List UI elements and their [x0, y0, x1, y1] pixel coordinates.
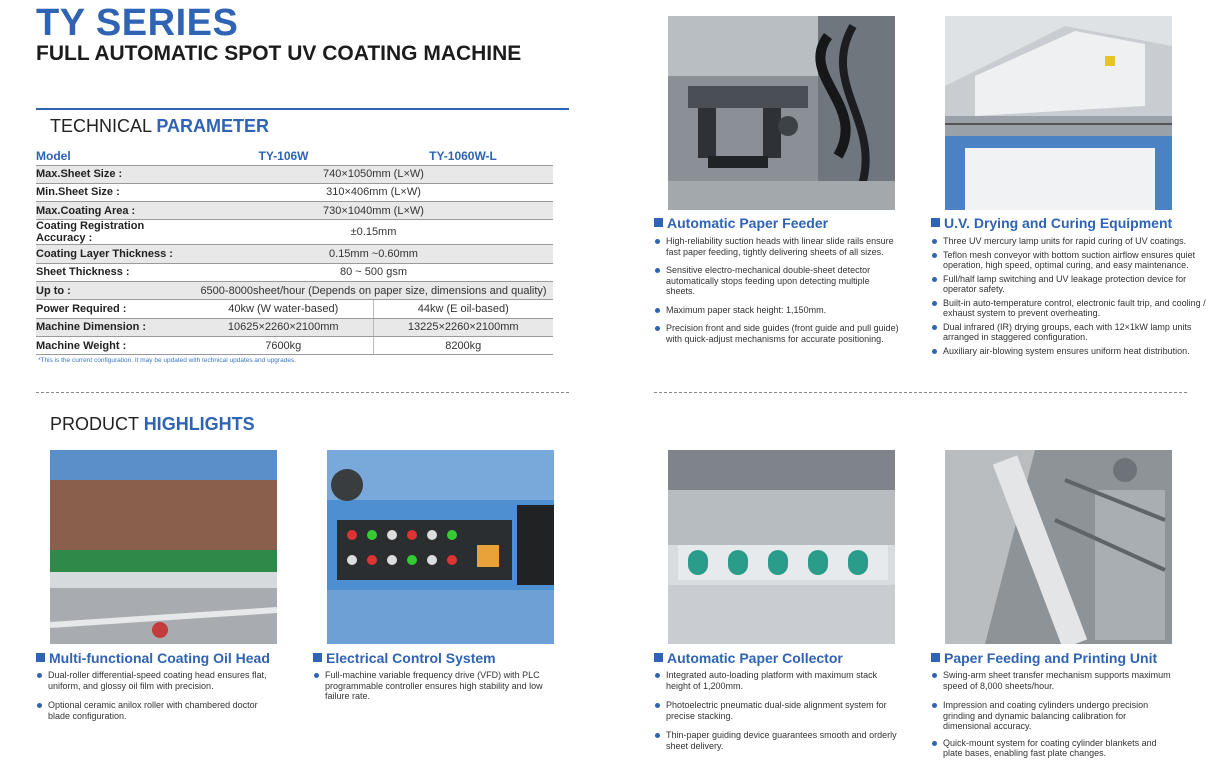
col-ty-1060w-l: TY-1060W-L — [429, 149, 497, 164]
table-row: Coating Registration Accuracy : ±0.15mm — [36, 220, 553, 245]
machine-title: FULL AUTOMATIC SPOT UV COATING MACHINE — [36, 42, 522, 65]
feature-list-printing-unit — [931, 670, 1176, 759]
paper-collector-photo — [668, 450, 895, 644]
bullet-square-icon — [654, 653, 663, 662]
table-header-row — [36, 148, 553, 165]
feature-title-electrical: Electrical Control System — [313, 650, 496, 666]
list-item: Auxiliary air-blowing system ensures uniform heat distribution. — [931, 346, 1211, 357]
feature-title-collector: Automatic Paper Collector — [654, 650, 843, 666]
technical-parameter-heading: TECHNICAL PARAMETER — [50, 116, 270, 136]
list-item: Sensitive electro-mechanical double-sheet detector automatically stops feeding upon detecting multiple sheets. — [654, 265, 899, 297]
control-panel-photo — [327, 450, 554, 644]
feature-title-paper-feeder: Automatic Paper Feeder — [654, 215, 828, 231]
header-divider — [36, 108, 569, 110]
table-row: Max.Coating Area : 730×1040mm (L×W) — [36, 202, 553, 220]
feature-list-uv-drying — [931, 236, 1211, 356]
feature-list-collector — [654, 670, 899, 751]
dashed-divider-right — [654, 392, 1187, 393]
configuration-note: *This is the current configuration. It may be updated with technical updates and upgrades. — [38, 357, 296, 364]
feature-title-printing-unit: Paper Feeding and Printing Unit — [931, 650, 1157, 666]
bullet-square-icon — [654, 218, 663, 227]
list-item: Dual infrared (IR) drying groups, each with 12×1kW lamp units arranged in staggered configuration. — [931, 322, 1211, 343]
feature-list-electrical — [313, 670, 558, 702]
paper-feeder-photo — [668, 16, 895, 210]
list-item: Optional ceramic anilox roller with chambered doctor blade configuration. — [36, 700, 281, 721]
list-item: Built-in auto-temperature control, electronic fault trip, and cooling / exhaust system to prevent overheating. — [931, 298, 1211, 319]
parameter-table — [36, 148, 553, 355]
list-item: Precision front and side guides (front guide and pull guide) with quick-adjust mechanisms for accurate positioning. — [654, 323, 899, 344]
feature-list-paper-feeder — [654, 236, 899, 344]
table-row: Up to : 6500-8000sheet/hour (Depends on paper size, dimensions and quality) — [36, 281, 553, 299]
list-item: Dual-roller differential-speed coating head ensures flat, uniform, and glossy oil film with precision. — [36, 670, 281, 691]
feature-title-coating-head: Multi-functional Coating Oil Head — [36, 650, 270, 666]
table-row: Min.Sheet Size : 310×406mm (L×W) — [36, 183, 553, 201]
list-item: Swing-arm sheet transfer mechanism supports maximum speed of 8,000 sheets/hour. — [931, 670, 1176, 691]
table-row: Machine Weight : 7600kg 8200kg — [36, 336, 553, 354]
coating-head-photo — [50, 450, 277, 644]
col-model: Model — [36, 149, 71, 164]
bullet-square-icon — [931, 218, 940, 227]
table-row: Machine Dimension : 10625×2260×2100mm 13225×2260×2100mm — [36, 318, 553, 336]
list-item: Three UV mercury lamp units for rapid curing of UV coatings. — [931, 236, 1211, 247]
table-row: Coating Layer Thickness : 0.15mm ~0.60mm — [36, 245, 553, 263]
product-highlights-heading: PRODUCT HIGHLIGHTS — [50, 414, 255, 434]
list-item: High-reliability suction heads with linear slide rails ensure fast paper feeding, tightly delivering sheets of all sizes. — [654, 236, 899, 257]
printing-unit-photo — [945, 450, 1172, 644]
table-row: Power Required : 40kw (W water-based) 44kw (E oil-based) — [36, 300, 553, 318]
col-ty-106w: TY-106W — [258, 149, 309, 164]
list-item: Photoelectric pneumatic dual-side alignment system for precise stacking. — [654, 700, 899, 721]
list-item: Teflon mesh conveyor with bottom suction airflow ensures quiet operation, high speed, optimal curing, and easy maintenance. — [931, 250, 1211, 271]
table-row: Sheet Thickness : 80 ~ 500 gsm — [36, 263, 553, 281]
list-item: Impression and coating cylinders undergo precision grinding and dynamic balancing calibration for dimensional accuracy. — [931, 700, 1176, 732]
list-item: Full/half lamp switching and UV leakage protection device for operator safety. — [931, 274, 1211, 295]
series-title: TY SERIES — [36, 2, 239, 44]
uv-dryer-photo — [945, 16, 1172, 210]
table-row: Max.Sheet Size : 740×1050mm (L×W) — [36, 165, 553, 183]
bullet-square-icon — [36, 653, 45, 662]
list-item: Quick-mount system for coating cylinder blankets and plate bases, enabling fast plate changes. — [931, 738, 1176, 759]
feature-list-coating-head — [36, 670, 281, 721]
list-item: Thin-paper guiding device guarantees smooth and orderly sheet delivery. — [654, 730, 899, 751]
bullet-square-icon — [931, 653, 940, 662]
bullet-square-icon — [313, 653, 322, 662]
list-item: Maximum paper stack height: 1,150mm. — [654, 305, 899, 316]
list-item: Full-machine variable frequency drive (VFD) with PLC programmable controller ensures high stability and low failure rate. — [313, 670, 558, 702]
feature-title-uv-drying: U.V. Drying and Curing Equipment — [931, 215, 1172, 231]
list-item: Integrated auto-loading platform with maximum stack height of 1,200mm. — [654, 670, 899, 691]
dashed-divider-left — [36, 392, 569, 393]
